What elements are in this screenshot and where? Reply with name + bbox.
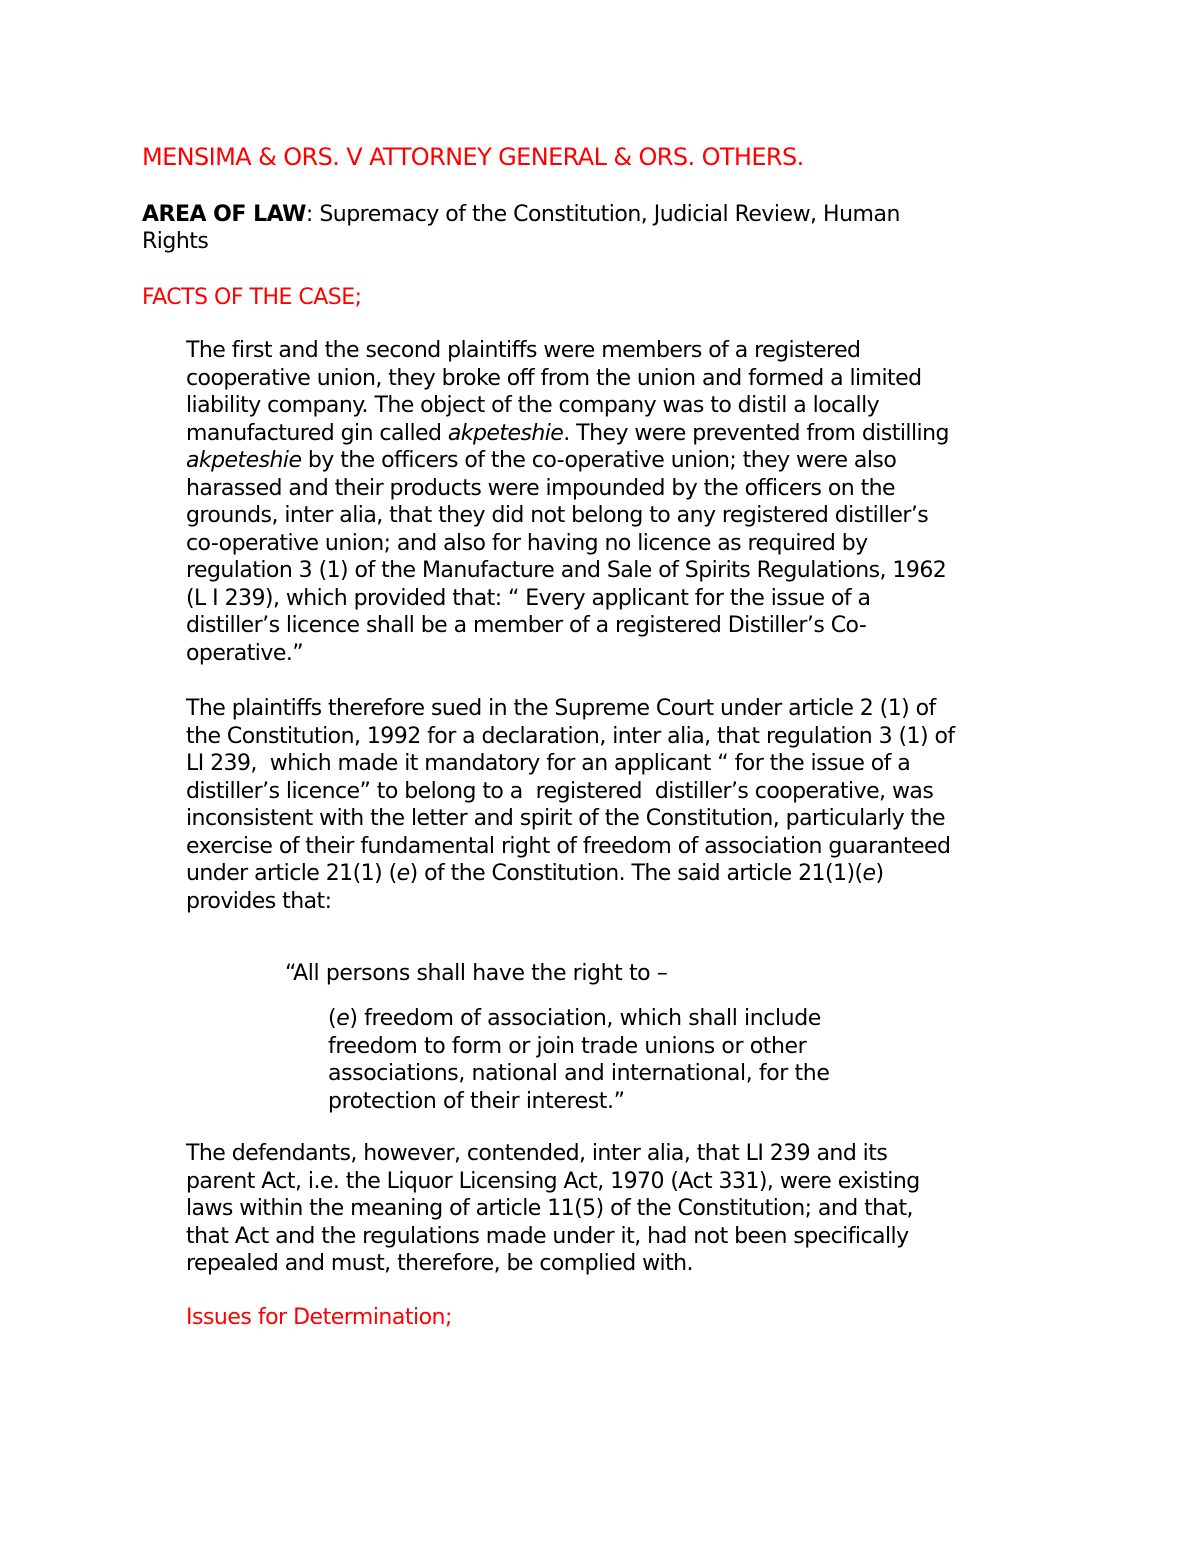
italic-letter: e (336, 1006, 350, 1031)
area-of-law-separator: : (305, 202, 320, 227)
text-fragment: by the officers of the co-operative union; they were also (301, 448, 897, 473)
text-line: operative.” (186, 640, 304, 666)
text-line: grounds, inter alia, that they did not belong to any registered distiller’s (186, 503, 929, 528)
text-line: (L I 239), which provided that: “ Every applicant for the issue of a (186, 585, 871, 611)
text-line (328, 1005, 829, 1033)
area-of-law-text: Supremacy of the Constitution, Judicial Review, Human (319, 202, 900, 227)
text-fragment: ) freedom of association, which shall include (349, 1006, 821, 1031)
text-line (186, 447, 949, 475)
italic-term: akpeteshie (186, 448, 302, 473)
quoted-provision-head: “All persons shall have the right to – (285, 961, 668, 986)
text-line: liability company. The object of the company was to distil a locally (186, 393, 880, 418)
text-line (186, 860, 955, 888)
text-line: parent Act, i.e. the Liquor Licensing Act, 1970 (Act 331), were existing (186, 1168, 920, 1194)
text-line: LI 239, which made it mandatory for an applicant “ for the issue of a (186, 751, 911, 776)
text-line: cooperative union, they broke off from the union and formed a limited (186, 365, 922, 391)
text-line: distiller’s licence shall be a member of a registered Distiller’s Co- (186, 613, 867, 638)
issues-heading: Issues for Determination; (186, 1305, 452, 1330)
facts-paragraph-1 (186, 337, 949, 667)
text-line: freedom to form or join trade unions or other (328, 1033, 807, 1059)
area-of-law-text-cont: Rights (142, 229, 209, 254)
text-line: regulation 3 (1) of the Manufacture and Sale of Spirits Regulations, 1962 (186, 558, 947, 583)
text-line: distiller’s licence” to belong to a registered distiller’s cooperative, was (186, 778, 934, 804)
italic-letter: e (862, 861, 876, 886)
text-line: inconsistent with the letter and spirit of the Constitution, particularly the (186, 806, 945, 831)
text-line: co-operative union; and also for having no licence as required by (186, 530, 868, 556)
text-fragment: ) of the Constitution. The said article 21(1)( (409, 861, 863, 886)
text-line (186, 420, 949, 448)
text-line: The first and the second plaintiffs were members of a registered (186, 338, 861, 363)
area-of-law (142, 201, 900, 255)
quoted-provision-body (328, 1005, 829, 1115)
text-fragment: . They were prevented from distilling (563, 420, 949, 446)
text-line: harassed and their products were impounded by the officers on the (186, 475, 896, 501)
text-line: exercise of their fundamental right of freedom of association guaranteed (186, 833, 951, 859)
facts-heading: FACTS OF THE CASE; (142, 285, 362, 310)
text-fragment: manufactured gin called (186, 420, 448, 446)
italic-letter: e (396, 861, 410, 886)
text-fragment: ( (328, 1006, 337, 1031)
text-line: protection of their interest.” (328, 1088, 625, 1114)
italic-term: akpeteshie (447, 420, 564, 446)
facts-paragraph-2 (186, 695, 955, 915)
text-line: provides that: (186, 888, 332, 914)
text-line: laws within the meaning of article 11(5) of the Constitution; and that, (186, 1196, 913, 1221)
text-line: that Act and the regulations made under it, had not been specifically (186, 1223, 909, 1249)
text-line: The plaintiffs therefore sued in the Supreme Court under article 2 (1) of (186, 696, 936, 721)
text-line: The defendants, however, contended, inter alia, that LI 239 and its (186, 1141, 888, 1166)
text-fragment: ) (875, 861, 884, 886)
case-title: MENSIMA & ORS. V ATTORNEY GENERAL & ORS. OTHERS. (142, 143, 804, 171)
text-line: repealed and must, therefore, be complied with. (186, 1251, 693, 1276)
area-of-law-label: AREA OF LAW (142, 202, 306, 227)
text-line: associations, national and international, for the (328, 1061, 830, 1086)
facts-paragraph-3 (186, 1140, 920, 1278)
text-line: the Constitution, 1992 for a declaration, inter alia, that regulation 3 (1) of (186, 723, 955, 749)
text-fragment: under article 21(1) ( (186, 861, 397, 886)
